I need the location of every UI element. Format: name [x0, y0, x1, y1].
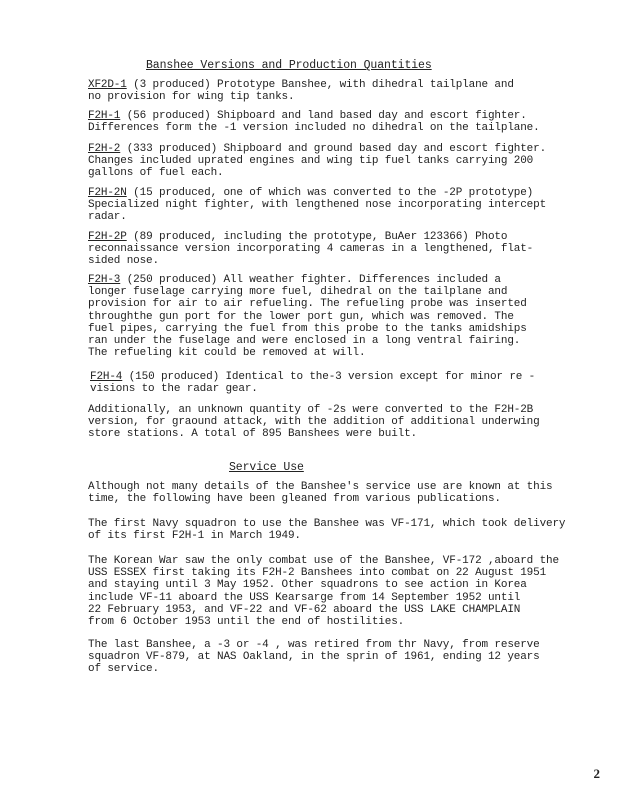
version-code: F2H-1 [88, 110, 121, 122]
text-line: reconnaissance version incorporating 4 cameras in a lengthened, flat- [88, 243, 534, 256]
text-line: longer fuselage carrying more fuel, dihedral on the tailplane and [88, 286, 508, 299]
text-span: (15 produced, one of which was converted to the -2P prototype) [126, 187, 534, 199]
text-line: The refueling kit could be removed at will. [88, 347, 366, 360]
text-line: store stations. A total of 895 Banshees were built. [88, 428, 418, 441]
text-span: (3 produced) Prototype Banshee, with dihedral tailplane and [126, 79, 514, 91]
text-line: gallons of fuel each. [88, 167, 224, 180]
text-line: fuel pipes, carrying the fuel from this probe to the tanks amidships [88, 322, 527, 335]
text-line: throughthe gun port for the lower port gun, which was removed. The [88, 310, 514, 323]
text-line [90, 371, 540, 383]
text-line: radar. [88, 211, 127, 224]
text-line: Additionally, an unknown quantity of -2s were converted to the F2H-2B [88, 404, 534, 416]
text-line: from 6 October 1953 until the end of hostilities. [88, 616, 405, 629]
text-line: no provision for wing tip tanks. [88, 91, 295, 104]
version-entry [88, 110, 538, 134]
text-span: (89 produced, including the prototype, BuAer 123366) Photo [126, 231, 508, 243]
text-line: USS ESSEX first taking its F2H-2 Banshees into combat on 22 August 1951 [88, 567, 547, 580]
text-line: sided nose. [88, 255, 159, 268]
text-line: squadron VF-879, at NAS Oakland, in the sprin of 1961, ending 12 years [88, 651, 540, 664]
text-line [88, 187, 538, 199]
version-code: F2H-2P [88, 231, 127, 243]
version-entry [88, 274, 538, 359]
text-line: visions to the radar gear. [90, 383, 258, 396]
text-line [88, 79, 538, 91]
text-line [88, 110, 538, 122]
text-span: (333 produced) Shipboard and ground based day and escort fighter. [120, 143, 547, 155]
service-paragraph [88, 518, 566, 543]
version-entry [88, 143, 547, 180]
text-line: provision for air to air refueling. The refueling probe was inserted [88, 298, 527, 311]
text-line: The first Navy squadron to use the Banshee was VF-171, which took delivery [88, 518, 566, 530]
version-entry [90, 371, 540, 395]
text-line: Although not many details of the Banshee's service use are known at this [88, 481, 553, 493]
text-line: Differences form the -1 version included no dihedral on the tailplane. [88, 122, 540, 135]
text-span: (150 produced) Identical to the-3 version except for minor re - [122, 371, 536, 383]
text-span: (56 produced) Shipboard and land based day and escort fighter. [120, 110, 527, 122]
text-line: time, the following have been gleaned from various publications. [88, 493, 501, 506]
text-line: of service. [88, 663, 159, 676]
text-line [88, 143, 547, 155]
text-span: (250 produced) All weather fighter. Differences included a [120, 274, 501, 286]
text-line: The Korean War saw the only combat use of the Banshee, VF-172 ,aboard the [88, 555, 559, 567]
service-paragraph [88, 481, 553, 506]
text-line: of its first F2H-1 in March 1949. [88, 530, 301, 543]
text-line [88, 231, 538, 243]
version-code: F2H-2N [88, 187, 127, 199]
text-line [88, 274, 538, 286]
text-line: and staying until 3 May 1952. Other squadrons to see action in Korea [88, 579, 527, 592]
page-number: 2 [593, 766, 600, 781]
service-paragraph [88, 639, 538, 676]
text-line: ran under the fuselage and were enclosed in a long ventral fairing. [88, 335, 521, 348]
version-code: F2H-2 [88, 143, 121, 155]
text-line: Specialized night fighter, with lengthened nose incorporating intercept [88, 199, 547, 212]
service-paragraph [88, 555, 559, 629]
service-use-heading: Service Use [229, 461, 304, 474]
version-code: XF2D-1 [88, 79, 127, 91]
version-code: F2H-4 [90, 371, 123, 383]
text-line: 22 February 1953, and VF-22 and VF-62 aboard the USS LAKE CHAMPLAIN [88, 603, 521, 616]
versions-heading: Banshee Versions and Production Quantities [146, 59, 432, 72]
version-entry [88, 79, 538, 103]
version-code: F2H-3 [88, 274, 121, 286]
version-entry [88, 231, 538, 268]
text-line: include VF-11 aboard the USS Kearsarge from 14 September 1952 until [88, 591, 521, 604]
text-line: version, for graound attack, with the addition of additional underwing [88, 416, 540, 429]
version-entry [88, 187, 547, 224]
text-line: The last Banshee, a -3 or -4 , was retired from thr Navy, from reserve [88, 639, 540, 651]
text-line: Changes included uprated engines and wing tip fuel tanks carrying 200 [88, 155, 534, 168]
additional-paragraph [88, 404, 538, 441]
